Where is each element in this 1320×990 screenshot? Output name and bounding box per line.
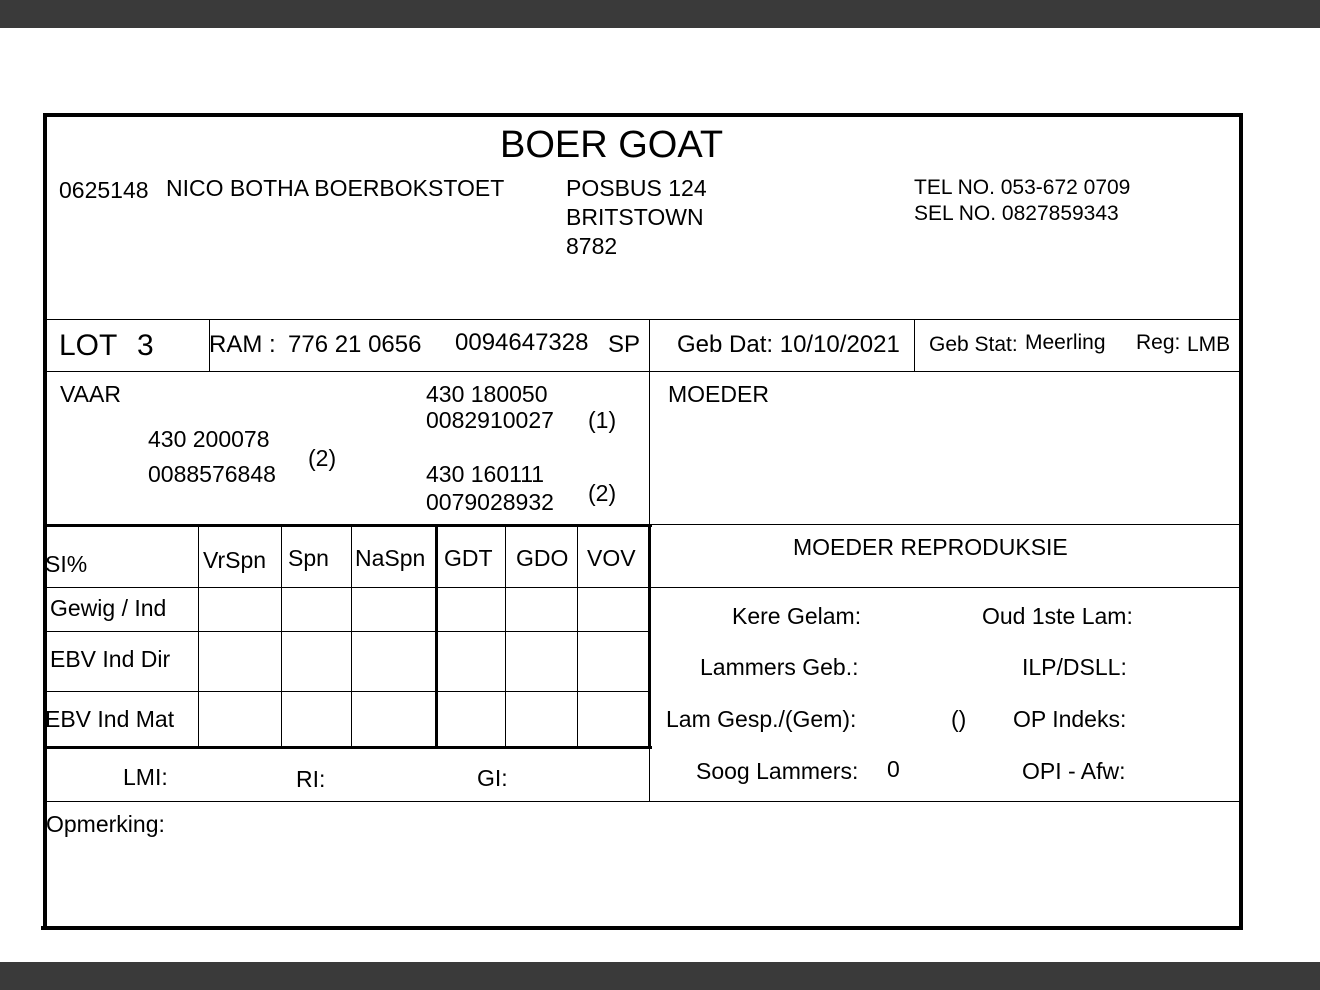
ram-type: SP [608,331,641,358]
column-header: NaSpn [355,545,426,571]
bottom-frame-bar [0,962,1320,990]
rule-table-header [45,587,1241,588]
lam-gesp-label: Lam Gesp./(Gem): [666,706,857,732]
column-header: VOV [587,545,636,571]
opmerking-label: Opmerking: [46,811,165,837]
soog-lammers-value: 0 [887,756,900,782]
birth-stat-label: Geb Stat: [929,333,1018,356]
grandsire-number: 430 180050 [426,381,548,407]
rule-table-row2 [45,691,650,692]
vaar-label: VAAR [60,381,121,407]
lot-number: 3 [137,329,154,362]
card-border-top [43,113,1243,117]
rule-pedigree-right [650,524,1241,525]
lam-gesp-value: () [951,706,967,732]
ram-id: 0094647328 [455,329,589,356]
column-header: VrSpn [203,547,267,573]
ram-number: 776 21 0656 [288,331,422,358]
rule-table-col1 [198,525,199,748]
rule-table-col2 [281,525,282,748]
ram-label: RAM : [209,331,276,358]
lot-label: LOT [59,329,118,362]
rule-table-bottom [45,746,652,749]
card-border-left [43,113,47,930]
reg-label: Reg: [1136,331,1181,354]
granddam-number: 430 160111 [426,461,545,487]
granddam-count: (2) [588,480,617,506]
rule-table-right [648,525,651,749]
lmi-label: LMI: [123,764,168,790]
column-header: GDO [516,545,569,571]
ri-label: RI: [296,766,326,792]
sire-count: (2) [308,445,337,471]
sire-id: 0088576848 [148,461,276,487]
kere-gelam-label: Kere Gelam: [732,603,862,629]
reg-value: LMB [1187,333,1231,356]
ilp-dsll-label: ILP/DSLL: [1022,654,1127,680]
rule-table-col5 [505,525,506,748]
gi-label: GI: [477,765,508,791]
moeder-label: MOEDER [668,381,769,407]
rule-table-col4 [435,525,438,748]
address-line-3: 8782 [566,233,618,259]
row-label: EBV Ind Mat [45,706,175,732]
row-label: EBV Ind Dir [50,646,171,672]
soog-lammers-label: Soog Lammers: [696,758,859,784]
opi-afw-label: OPI - Afw: [1022,758,1126,784]
rule-table-col6 [577,525,578,748]
tel-number: TEL NO. 053-672 0709 [914,176,1131,199]
sel-number: SEL NO. 0827859343 [914,202,1119,225]
column-header: Spn [288,545,329,571]
birth-date: Geb Dat: 10/10/2021 [677,331,900,358]
grandsire-id: 0082910027 [426,407,554,433]
card-border-bottom [41,926,1243,930]
rule-table-top [45,524,652,527]
rule-indices [45,801,1241,802]
rule-lot [45,371,1241,372]
row-label: Gewig / Ind [50,595,167,621]
table-corner-label: SI% [45,551,88,577]
card-border-right [1239,113,1243,930]
grandsire-count: (1) [588,407,617,433]
address-line-2: BRITSTOWN [566,204,704,230]
lammers-geb-label: Lammers Geb.: [700,654,859,680]
op-indeks-label: OP Indeks: [1013,706,1127,732]
breeder-name: NICO BOTHA BOERBOKSTOET [166,175,505,201]
rule-header [45,319,1241,320]
address-line-1: POSBUS 124 [566,175,707,201]
rule-table-row1 [45,631,650,632]
card-title: BOER GOAT [500,124,724,166]
reproduksie-title: MOEDER REPRODUKSIE [793,534,1068,560]
rule-birth-divider [914,320,915,372]
rule-table-col3 [351,525,352,748]
sire-number: 430 200078 [148,426,270,452]
oud-1ste-lam-label: Oud 1ste Lam: [982,603,1133,629]
breeder-code: 0625148 [59,177,149,203]
top-frame-bar [0,0,1320,28]
birth-stat-value: Meerling [1025,331,1106,354]
granddam-id: 0079028932 [426,489,554,515]
column-header: GDT [444,545,493,571]
